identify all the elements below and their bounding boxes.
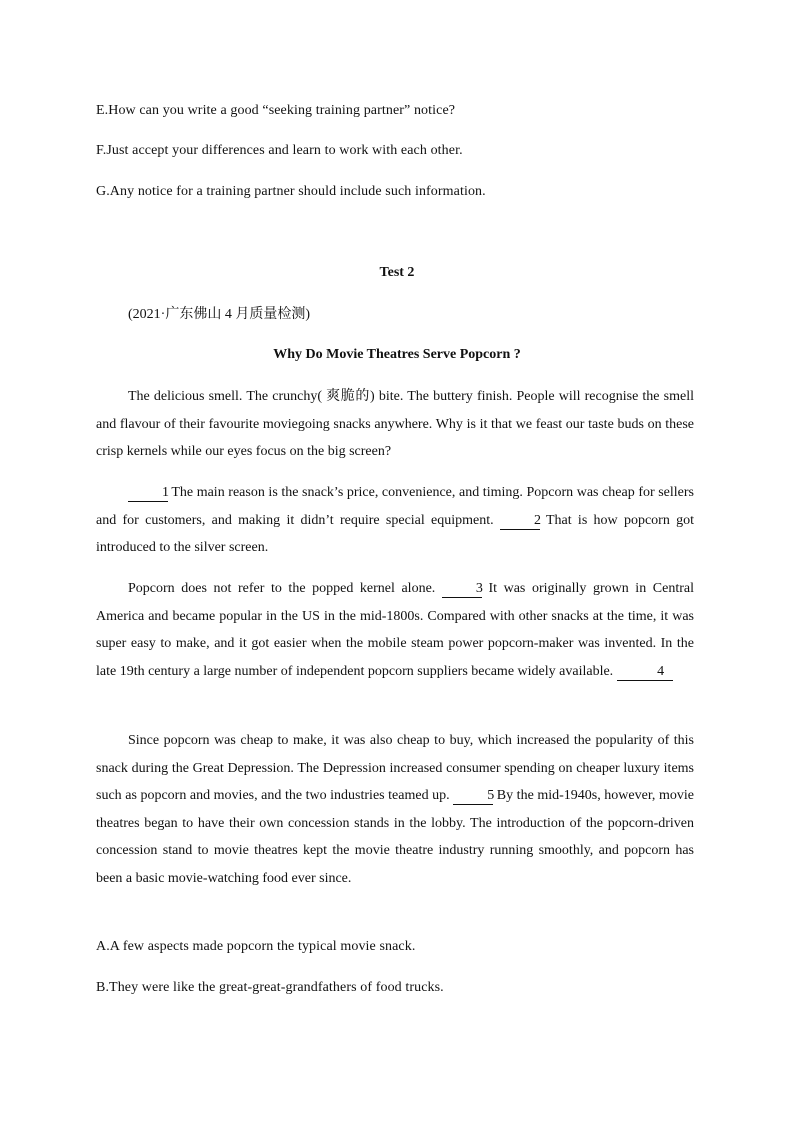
paragraph-4-text-a: Since popcorn was cheap to make, it was also cheap to buy, which increased the popularity of this snack during the Great Depression. The Depression increased consumer spending on cheaper luxury items such as popcorn and movies, and the two industries teamed up.: [96, 733, 694, 803]
option-f: F.Just accept your differences and learn to work with each other.: [96, 143, 463, 158]
option-a: A.A few aspects made popcorn the typical movie snack.: [96, 939, 416, 954]
blank-3[interactable]: 3: [442, 581, 482, 598]
blank-4[interactable]: 4: [617, 664, 673, 681]
paragraph-4-text-b: By the mid-1940s, however, movie theatres began to have their own concession stands in the lobby. The introduction of the popcorn-driven concession stand to movie theatres kept the movie theatre industry running smoothly, and popcorn has been a basic movie-watching food ever since.: [96, 788, 694, 886]
option-g: G.Any notice for a training partner should include such information.: [96, 184, 486, 199]
paragraph-2: [96, 479, 694, 562]
paragraph-3-text-a: Popcorn does not refer to the popped kernel alone.: [128, 581, 442, 596]
option-b: B.They were like the great-great-grandfathers of food trucks.: [96, 980, 444, 995]
blank-1[interactable]: 1: [128, 485, 168, 502]
blank-2[interactable]: 2: [500, 513, 540, 530]
option-e: E.How can you write a good “seeking training partner” notice?: [96, 103, 456, 118]
test-heading: Test 2: [379, 265, 415, 280]
paragraph-3-text-b: It was originally grown in Central America and became popular in the US in the mid-1800s. Compared with other snacks at the time, it was super easy to make, and it got easier when the mobile steam power popcorn-maker was invented. In the late 19th century a large number of independent popcorn suppliers became widely available.: [96, 581, 694, 679]
source-note: (2021·广东佛山 4 月质量检测): [128, 307, 310, 322]
paragraph-3: [96, 575, 694, 685]
paragraph-2-text-b: That is how popcorn got introduced to the silver screen.: [96, 512, 694, 555]
paragraph-1: The delicious smell. The crunchy( 爽脆的) bite. The buttery finish. People will recognise the smell and flavour of their favourite moviegoing snacks anywhere. Why is it that we feast our taste buds on these crisp kernels while our eyes focus on the big screen?: [96, 389, 694, 459]
paragraph-2-text-a: The main reason is the snack’s price, convenience, and timing. Popcorn was cheap for sellers and for customers, and making it didn’t require special equipment.: [96, 485, 694, 528]
paragraph-4: [96, 727, 694, 892]
blank-5[interactable]: 5: [453, 788, 493, 805]
article-title: Why Do Movie Theatres Serve Popcorn ?: [273, 347, 521, 362]
